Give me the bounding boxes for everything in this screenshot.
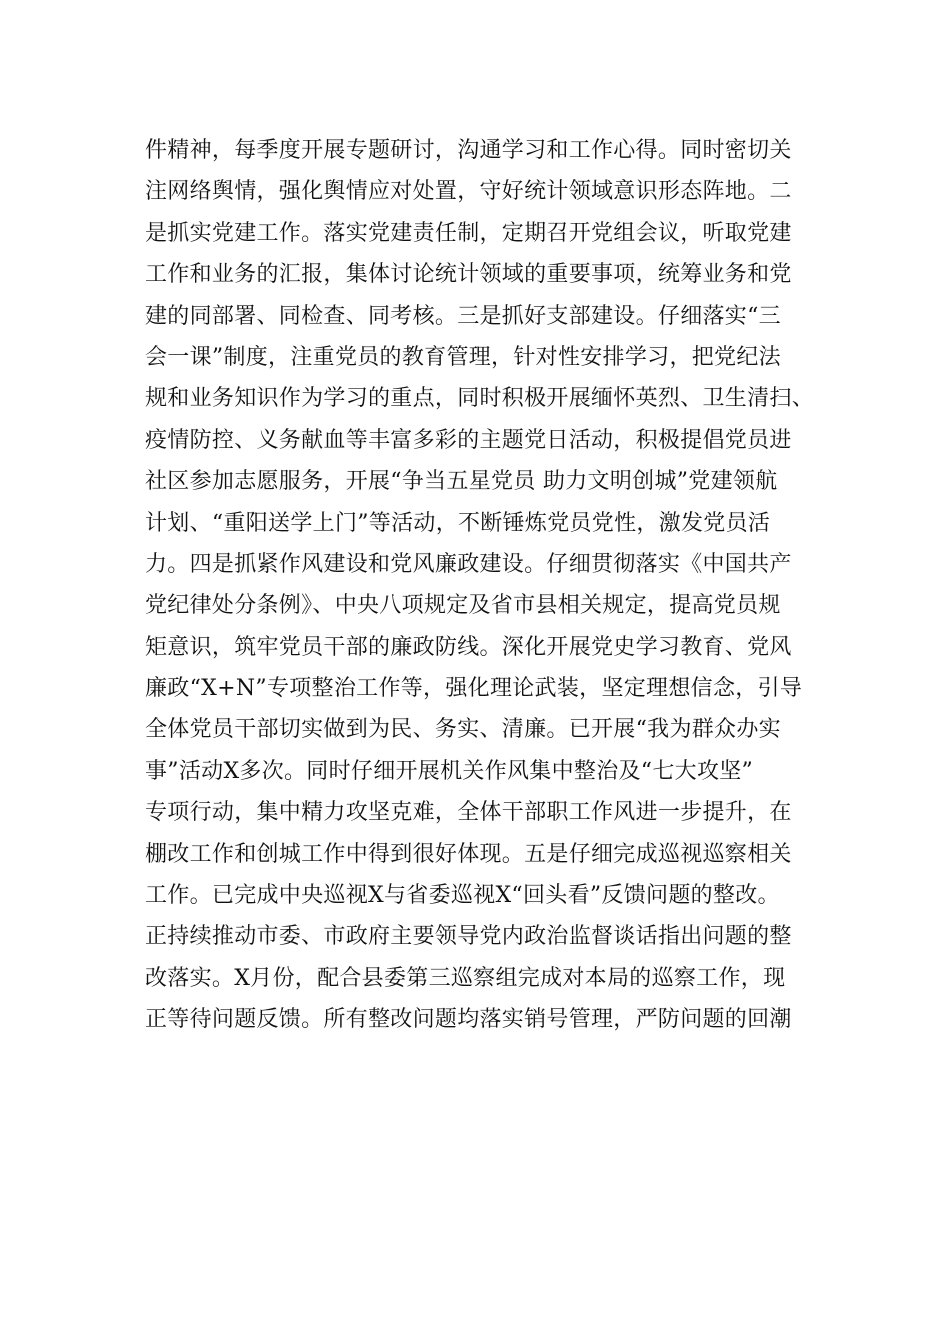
text-line: 改落实。X月份，配合县委第三巡察组完成对本局的巡察工作，现 [145,965,786,991]
text-line: 力。四是抓紧作风建设和党风廉政建设。仔细贯彻落实《中国共产 [145,551,792,577]
text-line: 正持续推动市委、市政府主要领导党内政治监督谈话指出问题的整 [145,924,792,950]
text-line: 党纪律处分条例》、中央八项规定及省市县相关规定，提高党员规 [145,593,781,619]
text-line: 矩意识，筑牢党员干部的廉政防线。深化开展党史学习教育、党风 [145,634,792,660]
text-line: 规和业务知识作为学习的重点，同时积极开展缅怀英烈、卫生清扫、 [145,386,815,412]
text-line: 社区参加志愿服务，开展“争当五星党员 助力文明创城”党建领航 [145,469,778,495]
body-text [145,130,835,1041]
text-line: 是抓实党建工作。落实党建责任制，定期召开党组会议，听取党建 [145,220,792,246]
text-line: 会一课”制度，注重党员的教育管理，针对性安排学习，把党纪法 [145,344,781,370]
text-line: 棚改工作和创城工作中得到很好体现。五是仔细完成巡视巡察相关 [145,841,792,867]
text-line: 专项行动，集中精力攻坚克难，全体干部职工作风进一步提升，在 [145,800,792,826]
text-line: 建的同部署、同检查、同考核。三是抓好支部建设。仔细落实“三 [145,303,781,329]
text-line: 事”活动X多次。同时仔细开展机关作风集中整治及“七大攻坚” [145,758,754,784]
text-line: 工作和业务的汇报，集体讨论统计领域的重要事项，统筹业务和党 [145,262,792,288]
text-line: 廉政“X+N”专项整治工作等，强化理论武装，坚定理想信念，引导 [145,676,803,702]
text-line: 注网络舆情，强化舆情应对处置，守好统计领域意识形态阵地。二 [145,179,792,205]
text-line: 正等待问题反馈。所有整改问题均落实销号管理，严防问题的回潮 [145,1007,792,1033]
text-line: 计划、“重阳送学上门”等活动，不断锤炼党员党性，激发党员活 [145,510,771,536]
text-line: 件精神，每季度开展专题研讨，沟通学习和工作心得。同时密切关 [145,138,792,163]
text-line: 全体党员干部切实做到为民、务实、清廉。已开展“我为群众办实 [145,717,781,743]
text-line: 疫情防控、义务献血等丰富多彩的主题党日活动，积极提倡党员进 [145,427,792,453]
text-line: 工作。已完成中央巡视X与省委巡视X“回头看”反馈问题的整改。 [145,883,780,909]
